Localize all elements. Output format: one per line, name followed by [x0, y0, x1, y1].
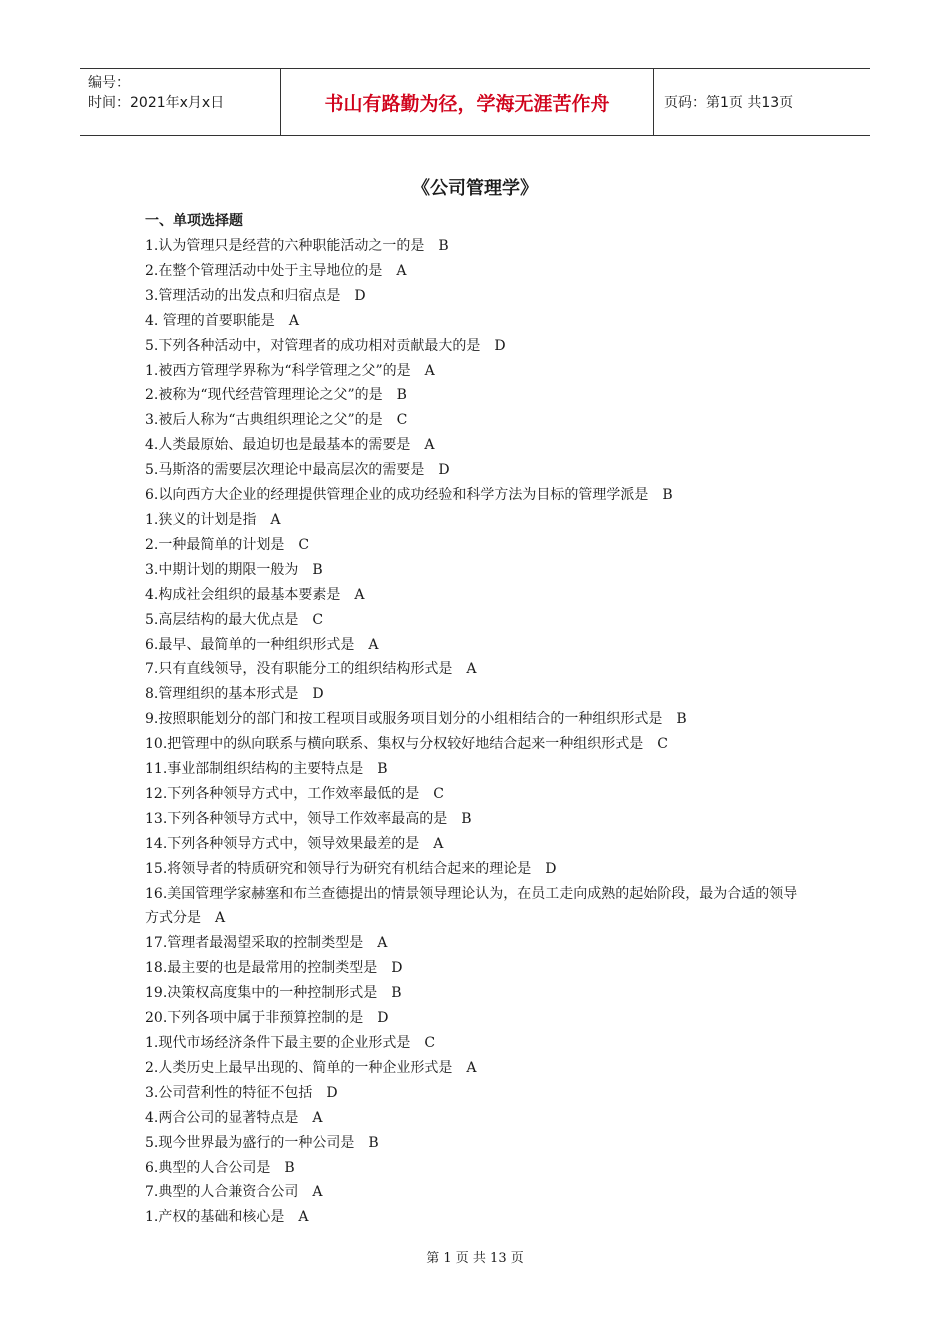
question-item [145, 633, 810, 658]
question-answer: D [312, 686, 324, 703]
question-text: 9.按照职能划分的部门和按工程项目或服务项目划分的小组相结合的一种组织形式是 [145, 711, 663, 728]
question-answer: D [391, 960, 403, 977]
question-answer: C [312, 611, 324, 628]
question-item [145, 707, 810, 732]
question-text: 6.以向西方大企业的经理提供管理企业的成功经验和科学方法为目标的管理学派是 [145, 487, 649, 504]
question-item [145, 558, 810, 583]
question-answer: A [298, 1209, 309, 1226]
question-text: 11.事业部制组织结构的主要特点是 [145, 761, 364, 778]
question-text: 3.被后人称为“古典组织理论之父”的是 [145, 412, 383, 429]
question-text: 7.典型的人合兼资合公司 [145, 1184, 299, 1201]
question-item [145, 1205, 810, 1230]
question-item [145, 359, 810, 384]
question-text: 3.中期计划的期限一般为 [145, 561, 299, 578]
question-text: 15.将领导者的特质研究和领导行为研究有机结合起来的理论是 [145, 860, 532, 877]
question-text: 5.下列各种活动中，对管理者的成功相对贡献最大的是 [145, 337, 481, 354]
question-item [145, 857, 810, 882]
number-label: 编号： [88, 75, 130, 91]
question-item [145, 1031, 810, 1056]
question-item [145, 583, 810, 608]
question-answer: D [377, 1010, 389, 1027]
question-answer: C [433, 785, 444, 802]
question-answer: A [312, 1109, 323, 1126]
question-text: 6.典型的人合公司是 [145, 1159, 271, 1176]
question-item [145, 1056, 810, 1081]
question-item [145, 1156, 810, 1181]
question-item [145, 981, 810, 1006]
question-text: 16.美国管理学家赫塞和布兰查德提出的情景领导理论认为，在员工走向成熟的起始阶段，最为合适的领导方式分是 [145, 885, 798, 927]
question-text: 12.下列各种领导方式中，工作效率最低的是 [145, 785, 420, 802]
page-header [80, 68, 870, 136]
question-text: 1.产权的基础和核心是 [145, 1209, 285, 1226]
question-item [145, 508, 810, 533]
question-text: 2.在整个管理活动中处于主导地位的是 [145, 262, 383, 279]
question-answer: C [424, 1035, 436, 1051]
question-answer: A [270, 511, 281, 528]
document-title: 《公司管理学》 [412, 178, 538, 199]
question-text: 2.人类历史上最早出现的、简单的一种企业形式是 [145, 1059, 453, 1076]
question-text: 2.被称为“现代经营管理理论之父”的是 [145, 387, 383, 404]
question-item [145, 483, 810, 508]
question-answer: A [288, 312, 299, 329]
question-text: 8.管理组织的基本形式是 [145, 686, 299, 703]
question-answer: A [377, 935, 388, 952]
question-answer: A [368, 636, 379, 653]
question-item [145, 882, 810, 932]
question-item [145, 408, 810, 433]
question-text: 4.构成社会组织的最基本要素是 [145, 586, 341, 603]
question-item [145, 458, 810, 483]
question-item [145, 956, 810, 981]
question-item [145, 782, 810, 807]
question-answer: A [433, 835, 444, 852]
question-item [145, 1081, 810, 1106]
question-item [145, 832, 810, 857]
question-text: 1.认为管理只是经营的六种职能活动之一的是 [145, 238, 425, 254]
question-answer: B [676, 711, 687, 728]
question-answer: B [377, 761, 388, 778]
question-item [145, 234, 810, 259]
question-text: 20.下列各项中属于非预算控制的是 [145, 1010, 364, 1027]
question-text: 13.下列各种领导方式中，领导工作效率最高的是 [145, 810, 448, 827]
question-answer: C [657, 736, 668, 753]
question-answer: B [312, 561, 323, 578]
question-item [145, 433, 810, 458]
question-text: 5.现今世界最为盛行的一种公司是 [145, 1134, 355, 1151]
page-footer: 第 1 页 共 13 页 [426, 1251, 524, 1266]
question-answer: A [396, 262, 407, 279]
question-list [145, 234, 810, 1230]
question-item [145, 284, 810, 309]
question-answer: C [298, 536, 310, 553]
question-item [145, 334, 810, 359]
question-text: 5.高层结构的最大优点是 [145, 611, 299, 628]
question-item [145, 533, 810, 558]
question-item [145, 931, 810, 956]
question-answer: B [396, 387, 407, 404]
question-answer: D [326, 1084, 338, 1101]
question-item [145, 757, 810, 782]
question-answer: A [424, 437, 435, 454]
motto: 书山有路勤为径，学海无涯苦作舟 [280, 69, 654, 135]
page-code: 页码：第1页 共13页 [664, 95, 794, 111]
question-answer: B [368, 1134, 379, 1151]
question-answer: A [312, 1184, 323, 1201]
question-item [145, 259, 810, 284]
question-text: 5.马斯洛的需要层次理论中最高层次的需要是 [145, 462, 425, 479]
question-item [145, 682, 810, 707]
question-answer: A [215, 910, 226, 927]
question-answer: B [662, 487, 673, 504]
question-text: 1.被西方管理学界称为“科学管理之父”的是 [145, 362, 411, 379]
question-answer: B [438, 238, 449, 254]
question-item [145, 1006, 810, 1031]
question-item [145, 1131, 810, 1156]
question-item [145, 657, 810, 682]
question-text: 7.只有直线领导，没有职能分工的组织结构形式是 [145, 661, 453, 678]
question-answer: D [354, 287, 366, 304]
question-answer: B [284, 1159, 295, 1176]
question-text: 3.管理活动的出发点和归宿点是 [145, 287, 341, 304]
question-answer: C [396, 412, 408, 429]
question-text: 2.一种最简单的计划是 [145, 536, 285, 553]
question-text: 4. 管理的首要职能是 [145, 312, 275, 329]
question-answer: B [391, 985, 402, 1002]
question-item [145, 1180, 810, 1205]
question-text: 3.公司营利性的特征不包括 [145, 1084, 313, 1101]
question-answer: A [424, 362, 435, 379]
question-item [145, 1106, 810, 1131]
question-text: 6.最早、最简单的一种组织形式是 [145, 636, 355, 653]
question-text: 19.决策权高度集中的一种控制形式是 [145, 985, 378, 1002]
question-answer: D [494, 337, 506, 354]
question-item [145, 309, 810, 334]
question-text: 4.两合公司的显著特点是 [145, 1109, 299, 1126]
question-answer: A [354, 586, 365, 603]
question-text: 18.最主要的也是最常用的控制类型是 [145, 960, 378, 977]
question-item [145, 807, 810, 832]
question-answer: A [466, 1059, 477, 1076]
header-meta [80, 69, 280, 135]
question-text: 1.现代市场经济条件下最主要的企业形式是 [145, 1035, 411, 1051]
question-item [145, 732, 810, 757]
question-text: 4.人类最原始、最迫切也是最基本的需要是 [145, 437, 411, 454]
section-heading: 一、单项选择题 [145, 213, 243, 229]
question-answer: A [466, 661, 477, 678]
question-item [145, 608, 810, 633]
question-answer: D [438, 462, 450, 479]
time-label: 时间：2021年x月x日 [88, 95, 225, 111]
question-item [145, 383, 810, 408]
question-answer: B [461, 810, 472, 827]
question-answer: D [545, 860, 557, 877]
question-text: 17.管理者最渴望采取的控制类型是 [145, 935, 364, 952]
question-text: 1.狭义的计划是指 [145, 511, 257, 528]
question-text: 10.把管理中的纵向联系与横向联系、集权与分权较好地结合起来一种组织形式是 [145, 736, 644, 753]
question-text: 14.下列各种领导方式中，领导效果最差的是 [145, 835, 420, 852]
